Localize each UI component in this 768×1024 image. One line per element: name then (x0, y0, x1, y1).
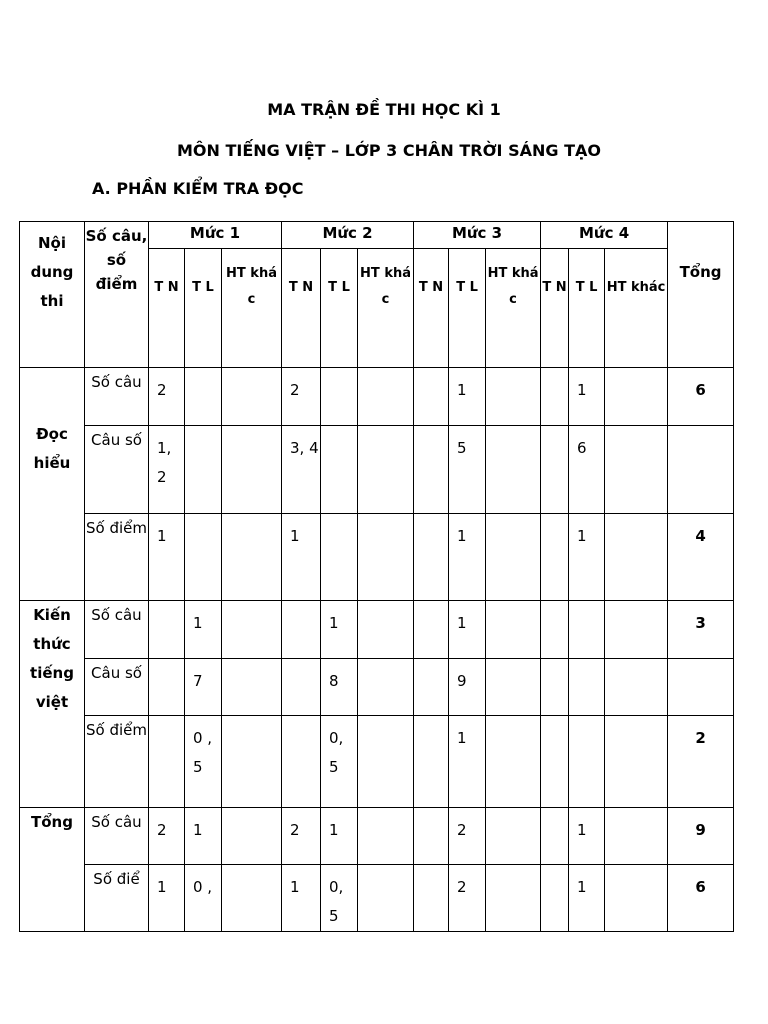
value-cell (149, 601, 185, 659)
header-ht: HT khác (605, 249, 668, 368)
value-cell (222, 601, 282, 659)
value-cell: 1 (282, 865, 321, 932)
value-cell: 5 (449, 426, 486, 514)
header-total: Tổng (668, 222, 734, 368)
row-label: Số điểm (85, 716, 149, 808)
header-tn: T N (541, 249, 569, 368)
value-cell (149, 716, 185, 808)
header-tl: T L (569, 249, 605, 368)
value-cell: 2 (449, 808, 486, 865)
value-cell (541, 716, 569, 808)
value-cell (414, 514, 449, 601)
value-cell: 1 (321, 808, 358, 865)
value-cell: 0, 5 (321, 716, 358, 808)
value-cell (605, 808, 668, 865)
header-tl: T L (449, 249, 486, 368)
value-cell: 1, 2 (149, 426, 185, 514)
table-row (20, 426, 734, 514)
row-label: Câu số (85, 659, 149, 716)
value-cell (414, 716, 449, 808)
header-tl: T L (321, 249, 358, 368)
value-cell (569, 716, 605, 808)
value-cell (222, 426, 282, 514)
row-label: Số câu (85, 808, 149, 865)
value-cell: 1 (569, 368, 605, 426)
value-cell: 2 (149, 808, 185, 865)
value-cell: 1 (449, 514, 486, 601)
value-cell (414, 865, 449, 932)
total-cell: 9 (668, 808, 734, 865)
value-cell (541, 808, 569, 865)
value-cell (321, 368, 358, 426)
row-label: Số câu (85, 601, 149, 659)
value-cell: 2 (449, 865, 486, 932)
value-cell (222, 368, 282, 426)
value-cell (185, 514, 222, 601)
value-cell: 8 (321, 659, 358, 716)
section-heading: A. PHẦN KIỂM TRA ĐỌC (92, 179, 304, 198)
header-level-2: Mức 2 (282, 222, 414, 249)
value-cell (149, 659, 185, 716)
header-tn: T N (282, 249, 321, 368)
value-cell (486, 659, 541, 716)
value-cell (222, 514, 282, 601)
table-body (20, 368, 734, 932)
value-cell (605, 368, 668, 426)
value-cell: 1 (569, 808, 605, 865)
header-tn: T N (414, 249, 449, 368)
group-name: Đọc hiểu (20, 368, 85, 601)
group-name: Tổng (20, 808, 85, 932)
value-cell (282, 659, 321, 716)
table-row (20, 808, 734, 865)
value-cell (358, 808, 414, 865)
value-cell (222, 808, 282, 865)
value-cell: 6 (569, 426, 605, 514)
value-cell (486, 368, 541, 426)
header-level-1: Mức 1 (149, 222, 282, 249)
value-cell (486, 426, 541, 514)
table-row (20, 514, 734, 601)
value-cell (185, 426, 222, 514)
matrix-table (19, 221, 734, 932)
value-cell: 1 (569, 514, 605, 601)
row-label: Số điể (85, 865, 149, 932)
value-cell (222, 659, 282, 716)
value-cell (541, 601, 569, 659)
value-cell (358, 514, 414, 601)
value-cell (605, 426, 668, 514)
value-cell (486, 601, 541, 659)
total-cell: 3 (668, 601, 734, 659)
value-cell (605, 865, 668, 932)
value-cell: 2 (282, 368, 321, 426)
total-cell: 4 (668, 514, 734, 601)
total-cell: 2 (668, 716, 734, 808)
value-cell: 1 (569, 865, 605, 932)
table-row (20, 601, 734, 659)
value-cell (282, 716, 321, 808)
value-cell (569, 601, 605, 659)
total-cell: 6 (668, 865, 734, 932)
value-cell: 1 (321, 601, 358, 659)
value-cell (541, 368, 569, 426)
value-cell (541, 514, 569, 601)
header-level-3: Mức 3 (414, 222, 541, 249)
table-row (20, 659, 734, 716)
value-cell (358, 659, 414, 716)
row-label: Số điểm (85, 514, 149, 601)
row-label: Câu số (85, 426, 149, 514)
value-cell: 9 (449, 659, 486, 716)
header-level-4: Mức 4 (541, 222, 668, 249)
table-row (20, 865, 734, 932)
header-count: Số câu, số điểm (85, 222, 149, 368)
value-cell (414, 426, 449, 514)
total-cell (668, 426, 734, 514)
value-cell (486, 716, 541, 808)
group-name: Kiến thức tiếng việt (20, 601, 85, 808)
value-cell (414, 368, 449, 426)
header-tn: T N (149, 249, 185, 368)
doc-title: MA TRẬN ĐỀ THI HỌC KÌ 1 (267, 100, 501, 119)
value-cell: 1 (185, 808, 222, 865)
header-ht: HT khá c (358, 249, 414, 368)
value-cell: 1 (449, 601, 486, 659)
value-cell (486, 865, 541, 932)
header-content: Nội dung thi (20, 222, 85, 368)
value-cell (222, 865, 282, 932)
value-cell (358, 865, 414, 932)
header-tl: T L (185, 249, 222, 368)
value-cell: 1 (149, 514, 185, 601)
value-cell (222, 716, 282, 808)
value-cell (569, 659, 605, 716)
row-label: Số câu (85, 368, 149, 426)
value-cell: 1 (282, 514, 321, 601)
table-row (20, 716, 734, 808)
value-cell: 2 (149, 368, 185, 426)
total-cell (668, 659, 734, 716)
value-cell (541, 865, 569, 932)
value-cell (358, 716, 414, 808)
value-cell: 1 (449, 716, 486, 808)
value-cell (414, 659, 449, 716)
value-cell (358, 368, 414, 426)
value-cell: 1 (149, 865, 185, 932)
value-cell: 0 , 5 (185, 716, 222, 808)
value-cell (486, 808, 541, 865)
value-cell (605, 659, 668, 716)
value-cell: 1 (185, 601, 222, 659)
header-ht: HT khá c (486, 249, 541, 368)
value-cell (321, 426, 358, 514)
value-cell (605, 514, 668, 601)
value-cell (282, 601, 321, 659)
table-row (20, 368, 734, 426)
value-cell (541, 426, 569, 514)
value-cell: 2 (282, 808, 321, 865)
value-cell (486, 514, 541, 601)
value-cell (358, 601, 414, 659)
doc-subtitle: MÔN TIẾNG VIỆT – LỚP 3 CHÂN TRỜI SÁNG TẠO (177, 141, 601, 160)
value-cell (321, 514, 358, 601)
total-cell: 6 (668, 368, 734, 426)
value-cell: 0 , (185, 865, 222, 932)
value-cell (541, 659, 569, 716)
value-cell: 1 (449, 368, 486, 426)
value-cell: 7 (185, 659, 222, 716)
value-cell (414, 601, 449, 659)
value-cell (358, 426, 414, 514)
value-cell: 0, 5 (321, 865, 358, 932)
value-cell (605, 601, 668, 659)
value-cell (414, 808, 449, 865)
value-cell (185, 368, 222, 426)
header-ht: HT khá c (222, 249, 282, 368)
value-cell (605, 716, 668, 808)
value-cell: 3, 4 (282, 426, 321, 514)
